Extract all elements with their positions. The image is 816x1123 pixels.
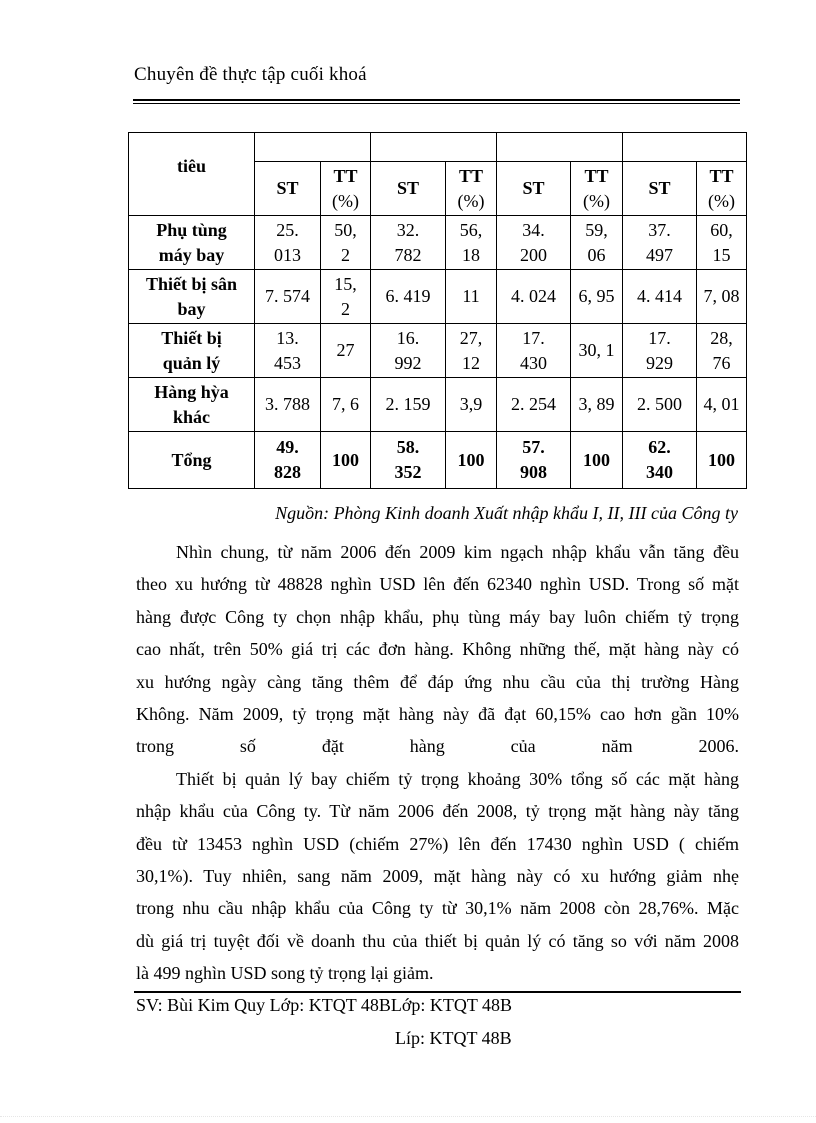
st-value-cell: 32. 782 bbox=[371, 216, 446, 270]
row-label: Thiết bị quản lý bbox=[129, 324, 255, 378]
tt-value-cell: 3, 89 bbox=[571, 378, 623, 432]
tt-value-cell: 30, 1 bbox=[571, 324, 623, 378]
st-value-cell: 17. 929 bbox=[623, 324, 697, 378]
table-row bbox=[129, 270, 747, 324]
tt-column-header: TT (%) bbox=[321, 162, 371, 216]
table-body bbox=[129, 216, 747, 489]
st-value-cell: 49. 828 bbox=[255, 432, 321, 489]
import-structure-table bbox=[128, 132, 747, 489]
table-row bbox=[129, 378, 747, 432]
st-value-cell: 58. 352 bbox=[371, 432, 446, 489]
tt-value-cell: 7, 08 bbox=[697, 270, 747, 324]
tt-value-cell: 7, 6 bbox=[321, 378, 371, 432]
tt-column-header: TT (%) bbox=[446, 162, 497, 216]
table-row bbox=[129, 216, 747, 270]
table-row bbox=[129, 432, 747, 489]
st-value-cell: 25. 013 bbox=[255, 216, 321, 270]
row-label: Hàng hỳa khác bbox=[129, 378, 255, 432]
tt-value-cell: 50, 2 bbox=[321, 216, 371, 270]
footer-divider bbox=[134, 991, 741, 993]
row-label: Tổng bbox=[129, 432, 255, 489]
tt-column-header: TT (%) bbox=[571, 162, 623, 216]
st-value-cell: 13. 453 bbox=[255, 324, 321, 378]
year-group-header bbox=[371, 133, 497, 162]
year-group-header bbox=[255, 133, 371, 162]
table-source-note: Nguồn: Phòng Kinh doanh Xuất nhập khẩu I, II, III của Công ty bbox=[275, 503, 738, 523]
header-divider bbox=[133, 99, 740, 104]
tt-value-cell: 100 bbox=[446, 432, 497, 489]
footer-class-label: Líp: KTQT 48B bbox=[395, 1028, 512, 1048]
tt-value-cell: 11 bbox=[446, 270, 497, 324]
st-value-cell: 34. 200 bbox=[497, 216, 571, 270]
st-value-cell: 17. 430 bbox=[497, 324, 571, 378]
tt-value-cell: 60, 15 bbox=[697, 216, 747, 270]
st-value-cell: 57. 908 bbox=[497, 432, 571, 489]
st-column-header: ST bbox=[623, 162, 697, 216]
row-label: Thiết bị sân bay bbox=[129, 270, 255, 324]
tt-value-cell: 100 bbox=[321, 432, 371, 489]
footer-student-info: SV: Bùi Kim Quy Lớp: KTQT 48BLớp: KTQT 48B bbox=[136, 995, 513, 1015]
tt-column-header: TT (%) bbox=[697, 162, 747, 216]
tt-value-cell: 4, 01 bbox=[697, 378, 747, 432]
st-value-cell: 4. 414 bbox=[623, 270, 697, 324]
st-value-cell: 37. 497 bbox=[623, 216, 697, 270]
tt-value-cell: 56, 18 bbox=[446, 216, 497, 270]
st-value-cell: 4. 024 bbox=[497, 270, 571, 324]
tt-value-cell: 15, 2 bbox=[321, 270, 371, 324]
table-corner-header: tiêu bbox=[129, 133, 255, 216]
st-column-header: ST bbox=[371, 162, 446, 216]
st-value-cell: 62. 340 bbox=[623, 432, 697, 489]
body-text bbox=[136, 536, 739, 990]
tt-value-cell: 59, 06 bbox=[571, 216, 623, 270]
year-group-header bbox=[497, 133, 623, 162]
row-label: Phụ tùng máy bay bbox=[129, 216, 255, 270]
tt-value-cell: 6, 95 bbox=[571, 270, 623, 324]
tt-value-cell: 27 bbox=[321, 324, 371, 378]
body-paragraph: Nhìn chung, từ năm 2006 đến 2009 kim ngạch nhập khẩu vẫn tăng đều theo xu hướng từ 48828 nghìn USD lên đến 62340 nghìn USD. Trong số mặt hàng được Công ty chọn nhập khẩu, phụ tùng máy bay luôn chiếm tỷ trọng cao nhất, trên 50% giá trị các đơn hàng. Không những thế, mặt hàng này có xu hướng ngày càng tăng thêm để đáp ứng nhu cầu của thị trường Hàng Không. Năm 2009, tỷ trọng mặt hàng này đã đạt 60,15% cao hơn gần 10% trong số đặt hàng của năm 2006. bbox=[136, 542, 739, 757]
page-bottom-edge bbox=[0, 1116, 816, 1117]
table-row bbox=[129, 324, 747, 378]
st-value-cell: 6. 419 bbox=[371, 270, 446, 324]
tt-value-cell: 27, 12 bbox=[446, 324, 497, 378]
st-column-header: ST bbox=[497, 162, 571, 216]
st-value-cell: 7. 574 bbox=[255, 270, 321, 324]
year-group-header bbox=[623, 133, 747, 162]
st-column-header: ST bbox=[255, 162, 321, 216]
tt-value-cell: 100 bbox=[571, 432, 623, 489]
body-paragraph: Thiết bị quản lý bay chiếm tỷ trọng khoảng 30% tổng số các mặt hàng nhập khẩu của Công ty. Từ năm 2006 đến 2008, tỷ trọng mặt hàng này tăng đều từ 13453 nghìn USD (chiếm 27%) lên đến 17430 nghìn USD ( chiếm 30,1%). Tuy nhiên, sang năm 2009, mặt hàng này có xu hướng giảm nhẹ trong nhu cầu nhập khẩu của Công ty từ 30,1% năm 2008 còn 28,76%. Mặc dù giá trị tuyệt đối về doanh thu của thiết bị quản lý có tăng so với năm 2008 là 499 nghìn USD song tỷ trọng lại giảm. bbox=[136, 768, 739, 984]
st-value-cell: 2. 254 bbox=[497, 378, 571, 432]
st-value-cell: 16. 992 bbox=[371, 324, 446, 378]
st-value-cell: 2. 500 bbox=[623, 378, 697, 432]
tt-value-cell: 3,9 bbox=[446, 378, 497, 432]
st-value-cell: 2. 159 bbox=[371, 378, 446, 432]
page-header-title: Chuyên đề thực tập cuối khoá bbox=[134, 64, 367, 85]
st-value-cell: 3. 788 bbox=[255, 378, 321, 432]
tt-value-cell: 100 bbox=[697, 432, 747, 489]
tt-value-cell: 28, 76 bbox=[697, 324, 747, 378]
